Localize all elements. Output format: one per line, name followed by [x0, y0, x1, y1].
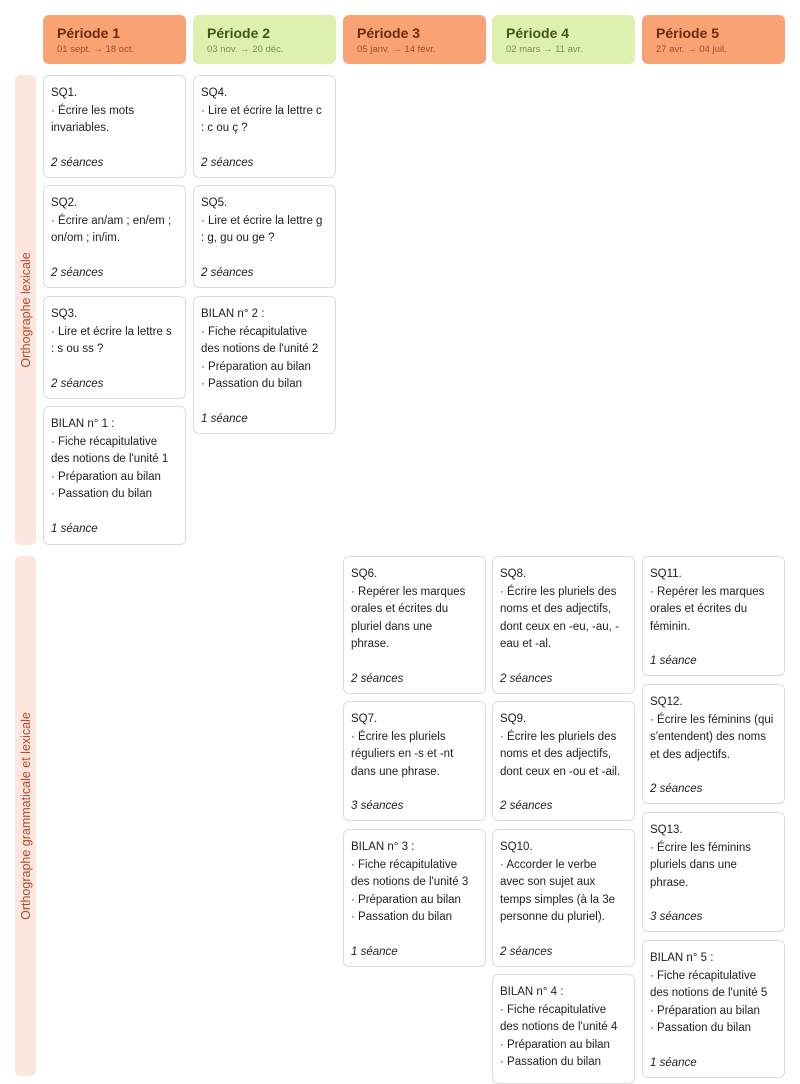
- card-code: SQ8.: [500, 568, 527, 580]
- card-line: · Écrire les pluriels des: [500, 730, 617, 743]
- card-line: noms et des adjectifs,: [500, 603, 612, 615]
- card-code: SQ2.: [51, 197, 78, 209]
- card-code: SQ12.: [650, 696, 683, 708]
- card-line: dans une phrase.: [351, 765, 440, 778]
- bilan-card-5[interactable]: [642, 940, 785, 1078]
- card-line: · Écrire les féminins (qui: [650, 713, 774, 726]
- card-line: · Écrire les féminins: [650, 841, 751, 854]
- card-line: : g, gu ou ge ?: [201, 232, 275, 244]
- card-line: · Fiche récapitulative: [201, 325, 308, 338]
- card-sessions: 2 séances: [51, 266, 104, 279]
- card-line: · Passation du bilan: [650, 1022, 752, 1034]
- card-sessions: 2 séances: [51, 377, 104, 390]
- card-line: · Repérer les marques: [351, 585, 466, 598]
- period-header-5: [642, 15, 785, 64]
- period-header-4: [492, 15, 635, 64]
- card-line: phrase.: [650, 876, 689, 889]
- card-line: · Préparation au bilan: [51, 470, 161, 483]
- card-line: · Passation du bilan: [500, 1056, 602, 1068]
- card-code: SQ6.: [351, 568, 378, 580]
- card-line: des notions de l'unité 3: [351, 876, 469, 888]
- card-code: SQ5.: [201, 197, 228, 209]
- card-line: · Repérer les marques: [650, 585, 765, 598]
- card-sessions: 2 séances: [500, 945, 553, 958]
- card-sessions: 3 séances: [650, 911, 703, 923]
- card-line: · Lire et écrire la lettre s: [51, 325, 172, 338]
- card-line: · Préparation au bilan: [201, 360, 311, 373]
- domain-band-orthographe-grammaticale: [15, 556, 36, 1076]
- card-sessions: 2 séances: [351, 672, 404, 685]
- card-sessions: 1 séance: [201, 412, 248, 425]
- card-sessions: 2 séances: [201, 266, 254, 279]
- sequence-card-sq10[interactable]: [492, 829, 635, 967]
- card-code: SQ11.: [650, 568, 682, 580]
- card-sessions: 1 séance: [650, 1056, 697, 1069]
- card-code: SQ13.: [650, 824, 683, 836]
- card-line: · Préparation au bilan: [351, 893, 461, 906]
- sequence-card-sq12[interactable]: [642, 684, 785, 804]
- card-line: s'entendent) des noms: [650, 731, 766, 743]
- period-dates: 27 avr. → 04 juil.: [656, 44, 727, 55]
- card-line: phrase.: [351, 638, 390, 650]
- card-sessions: 1 séance: [351, 945, 398, 958]
- card-line: · Fiche récapitulative: [51, 435, 158, 448]
- bilan-card-1[interactable]: [43, 406, 186, 545]
- card-line: · Passation du bilan: [51, 488, 153, 500]
- sequence-card-sq8[interactable]: [492, 556, 635, 694]
- card-line: · Accorder le verbe: [500, 858, 597, 871]
- sequence-card-sq1[interactable]: [43, 75, 186, 178]
- domain-band-orthographe-lexicale: [15, 75, 36, 545]
- card-code: SQ9.: [500, 713, 527, 725]
- card-code: SQ10.: [500, 841, 533, 853]
- card-line: des notions de l'unité 2: [201, 343, 319, 355]
- bilan-card-3[interactable]: [343, 829, 486, 967]
- sequence-card-sq6[interactable]: [343, 556, 486, 694]
- card-line: · Préparation au bilan: [650, 1004, 760, 1017]
- bilan-card-4[interactable]: [492, 974, 635, 1084]
- card-line: féminin.: [650, 620, 691, 633]
- card-line: temps simples (à la 3e: [500, 893, 616, 906]
- card-code: BILAN n° 2 :: [201, 308, 265, 320]
- card-code: BILAN n° 4 :: [500, 986, 564, 998]
- card-line: : c ou ç ?: [201, 122, 248, 134]
- card-line: : s ou ss ?: [51, 343, 104, 355]
- period-dates: 03 nov. → 20 déc.: [207, 44, 284, 55]
- domain-label: Orthographe lexicale: [18, 252, 33, 368]
- period-header-2: [193, 15, 336, 64]
- period-title: Période 3: [357, 25, 421, 41]
- card-line: · Préparation au bilan: [500, 1038, 610, 1051]
- card-line: · Écrire les mots: [51, 104, 135, 117]
- period-dates: 05 janv. → 14 févr.: [357, 44, 436, 55]
- card-line: · Écrire les pluriels des: [500, 585, 617, 598]
- card-line: · Lire et écrire la lettre c: [201, 104, 322, 117]
- card-sessions: 3 séances: [351, 800, 404, 812]
- card-code: SQ1.: [51, 87, 78, 99]
- card-line: orales et écrites du: [650, 603, 748, 615]
- card-line: dont ceux en -ou et -ail.: [500, 765, 621, 778]
- period-header-3: [343, 15, 486, 64]
- period-title: Période 2: [207, 25, 271, 41]
- card-line: · Passation du bilan: [201, 378, 303, 390]
- sequence-card-sq3[interactable]: [43, 296, 186, 399]
- period-title: Période 5: [656, 25, 720, 41]
- card-sessions: 2 séances: [51, 156, 104, 169]
- period-dates: 01 sept. → 18 oct.: [57, 44, 135, 55]
- period-header-1: [43, 15, 186, 64]
- card-code: SQ4.: [201, 87, 228, 99]
- card-code: BILAN n° 1 :: [51, 418, 115, 430]
- card-line: · Écrire an/am ; en/em ;: [51, 214, 172, 227]
- card-line: dont ceux en -eu, -au, -: [500, 620, 619, 633]
- card-line: · Fiche récapitulative: [650, 969, 757, 982]
- card-line: on/om ; in/im.: [51, 232, 121, 244]
- card-line: avec son sujet aux: [500, 876, 596, 888]
- card-line: noms et des adjectifs,: [500, 748, 612, 760]
- sequence-card-sq2[interactable]: [43, 185, 186, 288]
- sequence-card-sq11[interactable]: [642, 556, 785, 676]
- card-sessions: 1 séance: [650, 655, 697, 667]
- card-line: des notions de l'unité 4: [500, 1021, 618, 1033]
- card-line: personne du pluriel).: [500, 911, 605, 923]
- card-sessions: 2 séances: [500, 800, 553, 812]
- card-code: BILAN n° 5 :: [650, 952, 714, 964]
- card-line: eau et -al.: [500, 638, 552, 650]
- sequence-card-sq5[interactable]: [193, 185, 336, 288]
- domain-label: Orthographe grammaticale et lexicale: [18, 712, 33, 920]
- period-title: Période 4: [506, 25, 570, 41]
- card-line: · Fiche récapitulative: [500, 1003, 607, 1016]
- bilan-card-2[interactable]: [193, 296, 336, 434]
- card-line: et des adjectifs.: [650, 748, 730, 761]
- card-sessions: 2 séances: [650, 783, 703, 795]
- card-line: des notions de l'unité 5: [650, 987, 768, 999]
- card-line: · Passation du bilan: [351, 911, 453, 923]
- card-line: orales et écrites du: [351, 603, 449, 615]
- card-line: · Écrire les pluriels: [351, 730, 446, 743]
- card-sessions: 1 séance: [51, 522, 98, 535]
- card-line: pluriel dans une: [351, 620, 433, 633]
- card-code: SQ7.: [351, 713, 378, 725]
- sequence-card-sq9[interactable]: [492, 701, 635, 821]
- card-line: des notions de l'unité 1: [51, 453, 169, 465]
- card-sessions: 2 séances: [201, 156, 254, 169]
- card-line: · Lire et écrire la lettre g: [201, 214, 323, 227]
- card-code: BILAN n° 3 :: [351, 841, 415, 853]
- period-title: Période 1: [57, 25, 121, 41]
- card-line: pluriels dans une: [650, 859, 737, 871]
- card-code: SQ3.: [51, 308, 78, 320]
- sequence-card-sq4[interactable]: [193, 75, 336, 178]
- card-line: · Fiche récapitulative: [351, 858, 458, 871]
- sequence-card-sq7[interactable]: [343, 701, 486, 821]
- sequence-card-sq13[interactable]: [642, 812, 785, 932]
- period-dates: 02 mars → 11 avr.: [506, 44, 583, 55]
- card-sessions: 2 séances: [500, 672, 553, 685]
- card-line: invariables.: [51, 122, 110, 134]
- card-line: réguliers en -s et -nt: [351, 748, 454, 760]
